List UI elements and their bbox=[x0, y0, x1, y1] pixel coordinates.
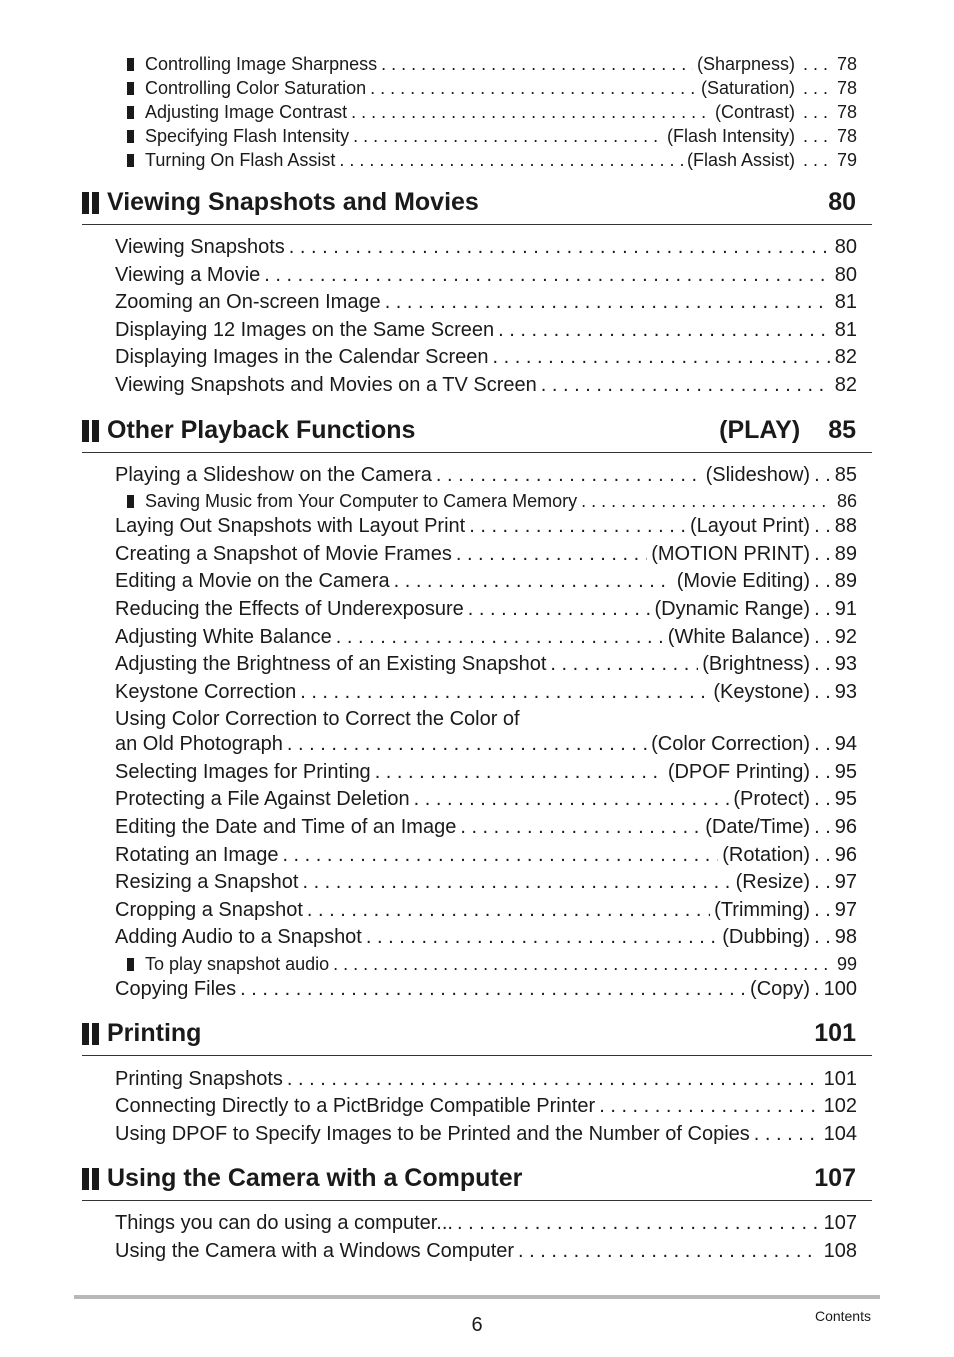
entry-tag: (Resize) bbox=[735, 871, 811, 893]
leader-dots: . . bbox=[814, 515, 831, 537]
leader-dots bbox=[353, 126, 663, 147]
toc-entry-title-line1[interactable] bbox=[115, 708, 857, 731]
section-heading-playback[interactable] bbox=[82, 412, 872, 453]
entry-title: Viewing Snapshots and Movies on a TV Screen bbox=[115, 374, 537, 396]
entry-tag: (Dubbing) bbox=[722, 926, 811, 948]
entry-page: 82 bbox=[834, 374, 857, 396]
toc-entry[interactable] bbox=[115, 761, 857, 784]
leader-dots bbox=[394, 570, 673, 593]
toc-entry[interactable] bbox=[115, 543, 857, 566]
toc-subentry[interactable] bbox=[127, 78, 857, 99]
footer-divider bbox=[74, 1295, 880, 1299]
entry-page: 79 bbox=[836, 150, 857, 170]
entry-title: Saving Music from Your Computer to Camera Memory bbox=[145, 491, 578, 511]
entry-title: Reducing the Effects of Underexposure bbox=[115, 598, 464, 620]
bullet-icon bbox=[127, 958, 134, 971]
entry-title: Turning On Flash Assist bbox=[145, 150, 336, 170]
entry-page: 96 bbox=[834, 816, 857, 838]
entry-title: Adding Audio to a Snapshot bbox=[115, 926, 362, 948]
toc-entry[interactable] bbox=[115, 374, 857, 397]
entry-title: Using DPOF to Specify Images to be Printed and the Number of Copies bbox=[115, 1123, 750, 1145]
toc-entry[interactable] bbox=[115, 844, 857, 867]
toc-entry[interactable] bbox=[115, 1123, 857, 1146]
leader-dots bbox=[287, 733, 647, 756]
leader-dots bbox=[498, 319, 831, 342]
entry-page: 78 bbox=[836, 78, 857, 98]
entry-tag: (Flash Intensity) bbox=[666, 126, 795, 146]
entry-tag: (Copy) bbox=[750, 978, 811, 1000]
bullet-icon bbox=[127, 106, 134, 119]
entry-page: 80 bbox=[834, 264, 857, 286]
leader-dots bbox=[803, 54, 831, 75]
leader-dots bbox=[307, 899, 710, 922]
leader-dots: . . bbox=[814, 464, 831, 486]
toc-entry[interactable] bbox=[115, 515, 857, 538]
section-title: Other Playback Functions bbox=[107, 416, 416, 444]
toc-entry[interactable] bbox=[115, 319, 857, 342]
toc-entry[interactable] bbox=[115, 1240, 857, 1263]
entry-title: Copying Files bbox=[115, 978, 237, 1000]
entry-page: 97 bbox=[834, 871, 857, 893]
section-heading-computer[interactable] bbox=[82, 1160, 872, 1201]
toc-entry[interactable] bbox=[115, 346, 857, 369]
leader-dots: . . bbox=[814, 816, 831, 838]
leader-dots bbox=[493, 346, 831, 369]
entry-page: 78 bbox=[836, 54, 857, 74]
entry-title: Playing a Slideshow on the Camera bbox=[115, 464, 432, 486]
entry-title: Viewing Snapshots bbox=[115, 236, 285, 258]
entry-title: Adjusting White Balance bbox=[115, 626, 332, 648]
entry-title: Controlling Image Sharpness bbox=[145, 54, 378, 74]
entry-page: 95 bbox=[834, 761, 857, 783]
toc-entry[interactable] bbox=[115, 236, 857, 259]
entry-page: 89 bbox=[834, 570, 857, 592]
section-heading-printing[interactable] bbox=[82, 1015, 872, 1056]
leader-dots: . . bbox=[814, 926, 831, 948]
entry-page: 108 bbox=[823, 1240, 857, 1262]
leader-dots: . . bbox=[814, 598, 831, 620]
section-page: 85 bbox=[828, 416, 856, 444]
bullet-icon bbox=[127, 82, 134, 95]
entry-page: 85 bbox=[834, 464, 857, 486]
entry-page: 104 bbox=[823, 1123, 857, 1145]
leader-dots bbox=[264, 264, 830, 287]
toc-entry[interactable] bbox=[115, 291, 857, 314]
section-heading-viewing[interactable] bbox=[82, 184, 872, 225]
entry-title: Keystone Correction bbox=[115, 681, 297, 703]
entry-page: 101 bbox=[823, 1068, 857, 1090]
toc-subentry[interactable] bbox=[127, 954, 857, 975]
leader-dots bbox=[333, 954, 831, 975]
leader-dots bbox=[414, 788, 730, 811]
section-title: Using the Camera with a Computer bbox=[107, 1164, 523, 1192]
entry-title: Zooming an On-screen Image bbox=[115, 291, 381, 313]
leader-dots bbox=[599, 1095, 819, 1118]
entry-tag: (Date/Time) bbox=[705, 816, 811, 838]
entry-title: Adjusting Image Contrast bbox=[145, 102, 348, 122]
entry-page: 82 bbox=[834, 346, 857, 368]
leader-dots: . . bbox=[814, 844, 831, 866]
entry-title: Connecting Directly to a PictBridge Compatible Printer bbox=[115, 1095, 596, 1117]
entry-title: an Old Photograph bbox=[115, 733, 283, 755]
leader-dots bbox=[240, 978, 746, 1001]
entry-title: Things you can do using a computer... bbox=[115, 1212, 453, 1234]
entry-title: Cropping a Snapshot bbox=[115, 899, 303, 921]
entry-page: 93 bbox=[834, 653, 857, 675]
toc-subentry[interactable] bbox=[127, 102, 857, 123]
toc-subentry[interactable] bbox=[127, 54, 857, 75]
entry-page: 88 bbox=[834, 515, 857, 537]
bullet-icon bbox=[127, 130, 134, 143]
entry-page: 93 bbox=[834, 681, 857, 703]
leader-dots: . . bbox=[814, 871, 831, 893]
leader-dots bbox=[581, 491, 831, 512]
leader-dots bbox=[336, 626, 664, 649]
toc-entry[interactable] bbox=[115, 733, 857, 756]
leader-dots: . . bbox=[814, 761, 831, 783]
entry-page: 92 bbox=[834, 626, 857, 648]
leader-dots bbox=[550, 653, 698, 676]
toc-entry[interactable] bbox=[115, 681, 857, 704]
entry-tag: (Brightness) bbox=[702, 653, 811, 675]
entry-tag: (Slideshow) bbox=[705, 464, 811, 486]
leader-dots bbox=[456, 543, 647, 566]
leader-dots: . . bbox=[814, 681, 831, 703]
entry-title: Resizing a Snapshot bbox=[115, 871, 299, 893]
toc-entry[interactable] bbox=[115, 570, 857, 593]
entry-page: 99 bbox=[836, 954, 857, 974]
entry-title: Using the Camera with a Windows Computer bbox=[115, 1240, 515, 1262]
leader-dots bbox=[518, 1240, 820, 1263]
entry-tag: (Keystone) bbox=[713, 681, 811, 703]
leader-dots: . . bbox=[814, 570, 831, 592]
leader-dots bbox=[460, 816, 701, 839]
entry-title: Protecting a File Against Deletion bbox=[115, 788, 410, 810]
toc-entry[interactable] bbox=[115, 816, 857, 839]
toc-entry[interactable] bbox=[115, 788, 857, 811]
leader-dots bbox=[803, 126, 831, 147]
section-marker-icon bbox=[82, 1023, 99, 1045]
entry-tag: (Movie Editing) bbox=[676, 570, 811, 592]
entry-page: 80 bbox=[834, 236, 857, 258]
entry-page: 89 bbox=[834, 543, 857, 565]
toc-entry[interactable] bbox=[115, 899, 857, 922]
entry-page: 78 bbox=[836, 126, 857, 146]
entry-page: 97 bbox=[834, 899, 857, 921]
toc-entry[interactable] bbox=[115, 1068, 857, 1091]
entry-tag: (White Balance) bbox=[667, 626, 811, 648]
toc-entry[interactable] bbox=[115, 871, 857, 894]
entry-tag: (Contrast) bbox=[714, 102, 795, 122]
leader-dots bbox=[381, 54, 693, 75]
entry-tag: (MOTION PRINT) bbox=[651, 543, 811, 565]
section-page: 107 bbox=[814, 1164, 856, 1192]
leader-dots bbox=[803, 78, 831, 99]
section-mode: (PLAY) bbox=[719, 416, 801, 444]
leader-dots bbox=[366, 926, 718, 949]
leader-dots: . . bbox=[814, 788, 831, 810]
entry-page: 96 bbox=[834, 844, 857, 866]
section-marker-icon bbox=[82, 1168, 99, 1190]
leader-dots: . . bbox=[814, 653, 831, 675]
leader-dots: . . bbox=[814, 543, 831, 565]
footer-section-label: Contents bbox=[814, 1308, 871, 1324]
leader-dots bbox=[289, 236, 831, 259]
bullet-icon bbox=[127, 58, 134, 71]
entry-title: Editing a Movie on the Camera bbox=[115, 570, 390, 592]
bullet-icon bbox=[127, 495, 134, 508]
page-number: 6 bbox=[471, 1314, 483, 1336]
leader-dots bbox=[300, 681, 709, 704]
leader-dots: . . bbox=[814, 899, 831, 921]
entry-title: Using Color Correction to Correct the Color of bbox=[115, 708, 520, 730]
toc-subentry[interactable] bbox=[127, 126, 857, 147]
section-marker-icon bbox=[82, 420, 99, 442]
entry-title: Rotating an Image bbox=[115, 844, 279, 866]
entry-title: Displaying Images in the Calendar Screen bbox=[115, 346, 489, 368]
entry-title: To play snapshot audio bbox=[145, 954, 330, 974]
leader-dots bbox=[385, 291, 831, 314]
entry-tag: (DPOF Printing) bbox=[667, 761, 811, 783]
leader-dots bbox=[803, 150, 831, 171]
leader-dots bbox=[375, 761, 664, 784]
entry-tag: (Trimming) bbox=[714, 899, 811, 921]
entry-title: Printing Snapshots bbox=[115, 1068, 283, 1090]
toc-entry[interactable] bbox=[115, 1095, 857, 1118]
entry-title: Editing the Date and Time of an Image bbox=[115, 816, 457, 838]
leader-dots: . bbox=[814, 978, 820, 1000]
entry-title: Displaying 12 Images on the Same Screen bbox=[115, 319, 495, 341]
leader-dots: . . bbox=[814, 626, 831, 648]
entry-title: Selecting Images for Printing bbox=[115, 761, 371, 783]
toc-entry[interactable] bbox=[115, 926, 857, 949]
leader-dots bbox=[287, 1068, 820, 1091]
leader-dots bbox=[803, 102, 831, 123]
toc-entry[interactable] bbox=[115, 626, 857, 649]
entry-tag: (Dynamic Range) bbox=[654, 598, 811, 620]
leader-dots bbox=[302, 871, 731, 894]
entry-page: 91 bbox=[834, 598, 857, 620]
entry-page: 81 bbox=[834, 319, 857, 341]
entry-page: 100 bbox=[823, 978, 857, 1000]
toc-entry[interactable] bbox=[115, 1212, 857, 1235]
entry-tag: (Rotation) bbox=[722, 844, 811, 866]
section-page: 80 bbox=[828, 188, 856, 216]
entry-tag: (Color Correction) bbox=[651, 733, 811, 755]
toc-subentry[interactable] bbox=[127, 491, 857, 512]
section-title: Printing bbox=[107, 1019, 202, 1047]
bullet-icon bbox=[127, 154, 134, 167]
entry-page: 86 bbox=[836, 491, 857, 511]
toc-entry[interactable] bbox=[115, 598, 857, 621]
entry-page: 78 bbox=[836, 102, 857, 122]
entry-title: Controlling Color Saturation bbox=[145, 78, 367, 98]
entry-tag: (Layout Print) bbox=[690, 515, 811, 537]
toc-entry[interactable] bbox=[115, 464, 857, 487]
section-marker-icon bbox=[82, 192, 99, 214]
leader-dots bbox=[436, 464, 702, 487]
entry-tag: (Sharpness) bbox=[696, 54, 795, 74]
leader-dots bbox=[754, 1123, 820, 1146]
entry-page: 98 bbox=[834, 926, 857, 948]
toc-subentry[interactable] bbox=[127, 150, 857, 171]
entry-title: Viewing a Movie bbox=[115, 264, 261, 286]
entry-tag: (Saturation) bbox=[700, 78, 795, 98]
leader-dots bbox=[282, 844, 718, 867]
entry-page: 95 bbox=[834, 788, 857, 810]
leader-dots bbox=[468, 598, 651, 621]
toc-entry[interactable] bbox=[115, 653, 857, 676]
leader-dots bbox=[351, 102, 711, 123]
leader-dots bbox=[370, 78, 697, 99]
leader-dots bbox=[339, 150, 683, 171]
leader-dots bbox=[541, 374, 831, 397]
leader-dots bbox=[457, 1212, 820, 1235]
entry-title: Adjusting the Brightness of an Existing Snapshot bbox=[115, 653, 547, 675]
entry-page: 107 bbox=[823, 1212, 857, 1234]
entry-tag: (Protect) bbox=[733, 788, 811, 810]
entry-title: Laying Out Snapshots with Layout Print bbox=[115, 515, 466, 537]
entry-page: 94 bbox=[834, 733, 857, 755]
section-page: 101 bbox=[814, 1019, 856, 1047]
section-title: Viewing Snapshots and Movies bbox=[107, 188, 479, 216]
entry-page: 102 bbox=[823, 1095, 857, 1117]
entry-tag: (Flash Assist) bbox=[686, 150, 795, 170]
leader-dots bbox=[469, 515, 686, 538]
entry-title: Specifying Flash Intensity bbox=[145, 126, 350, 146]
toc-entry[interactable] bbox=[115, 978, 857, 1001]
entry-title: Creating a Snapshot of Movie Frames bbox=[115, 543, 452, 565]
leader-dots: . . bbox=[814, 733, 831, 755]
toc-entry[interactable] bbox=[115, 264, 857, 287]
entry-page: 81 bbox=[834, 291, 857, 313]
